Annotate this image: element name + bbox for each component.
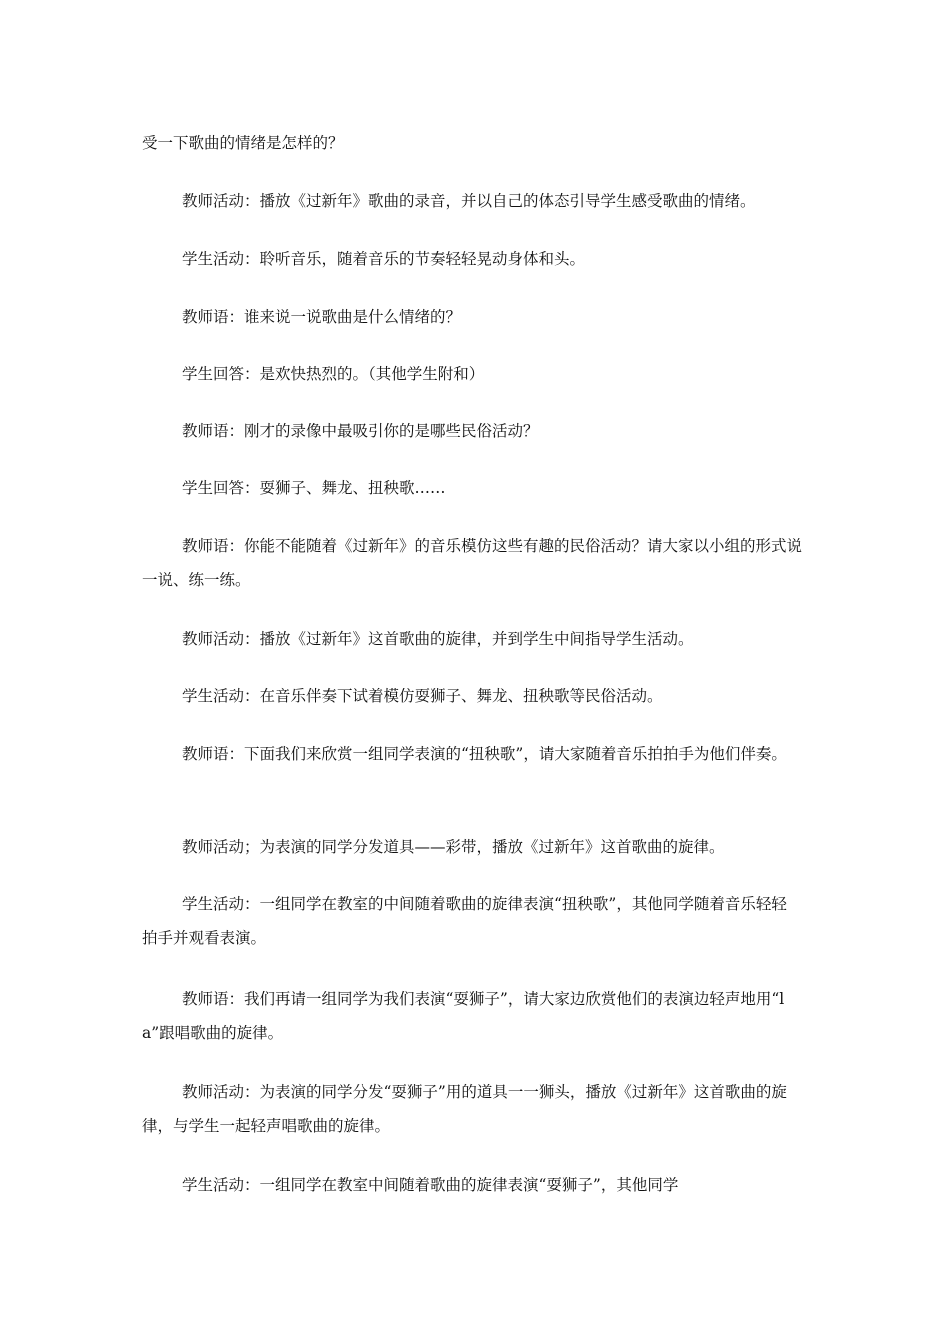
paragraph-4: 教师语：谁来说一说歌曲是什么情绪的？ <box>182 308 462 326</box>
paragraph-8: 教师语：你能不能随着《过新年》的音乐模仿这些有趣的民俗活动？请大家以小组的形式说一说、练一练。 <box>142 537 803 589</box>
paragraph-14: 教师语：我们再请一组同学为我们表演“耍狮子”，请大家边欣赏他们的表演边轻声地用“la”跟唱歌曲的旋律。 <box>142 990 785 1042</box>
paragraph-7: 学生回答：耍狮子、舞龙、扭秧歌…… <box>182 479 446 497</box>
paragraph-10: 学生活动：在音乐伴奏下试着模仿耍狮子、舞龙、扭秧歌等民俗活动。 <box>182 687 663 705</box>
paragraph-6: 教师语：刚才的录像中最吸引你的是哪些民俗活动？ <box>182 422 539 440</box>
paragraph-1: 受一下歌曲的情绪是怎样的？ <box>142 134 344 152</box>
paragraph-16: 学生活动：一组同学在教室中间随着歌曲的旋律表演“耍狮子”，其他同学 <box>182 1176 679 1194</box>
paragraph-2: 教师活动：播放《过新年》歌曲的录音，并以自己的体态引导学生感受歌曲的情绪。 <box>182 192 756 210</box>
paragraph-15: 教师活动：为表演的同学分发“耍狮子”用的道具一一狮头，播放《过新年》这首歌曲的旋律，与学生一起轻声唱歌曲的旋律。 <box>142 1083 787 1135</box>
paragraph-13: 学生活动：一组同学在教室的中间随着歌曲的旋律表演“扭秧歌”，其他同学随着音乐轻轻拍手并观看表演。 <box>142 895 787 947</box>
paragraph-3: 学生活动：聆听音乐，随着音乐的节奏轻轻晃动身体和头。 <box>182 250 586 268</box>
paragraph-9: 教师活动：播放《过新年》这首歌曲的旋律，并到学生中间指导学生活动。 <box>182 630 694 648</box>
paragraph-11: 教师语：下面我们来欣赏一组同学表演的“扭秧歌”，请大家随着音乐拍拍手为他们伴奏。 <box>182 745 787 763</box>
paragraph-5: 学生回答：是欢快热烈的。（其他学生附和） <box>182 365 485 383</box>
paragraph-12: 教师活动；为表演的同学分发道具——彩带，播放《过新年》这首歌曲的旋律。 <box>182 838 725 856</box>
